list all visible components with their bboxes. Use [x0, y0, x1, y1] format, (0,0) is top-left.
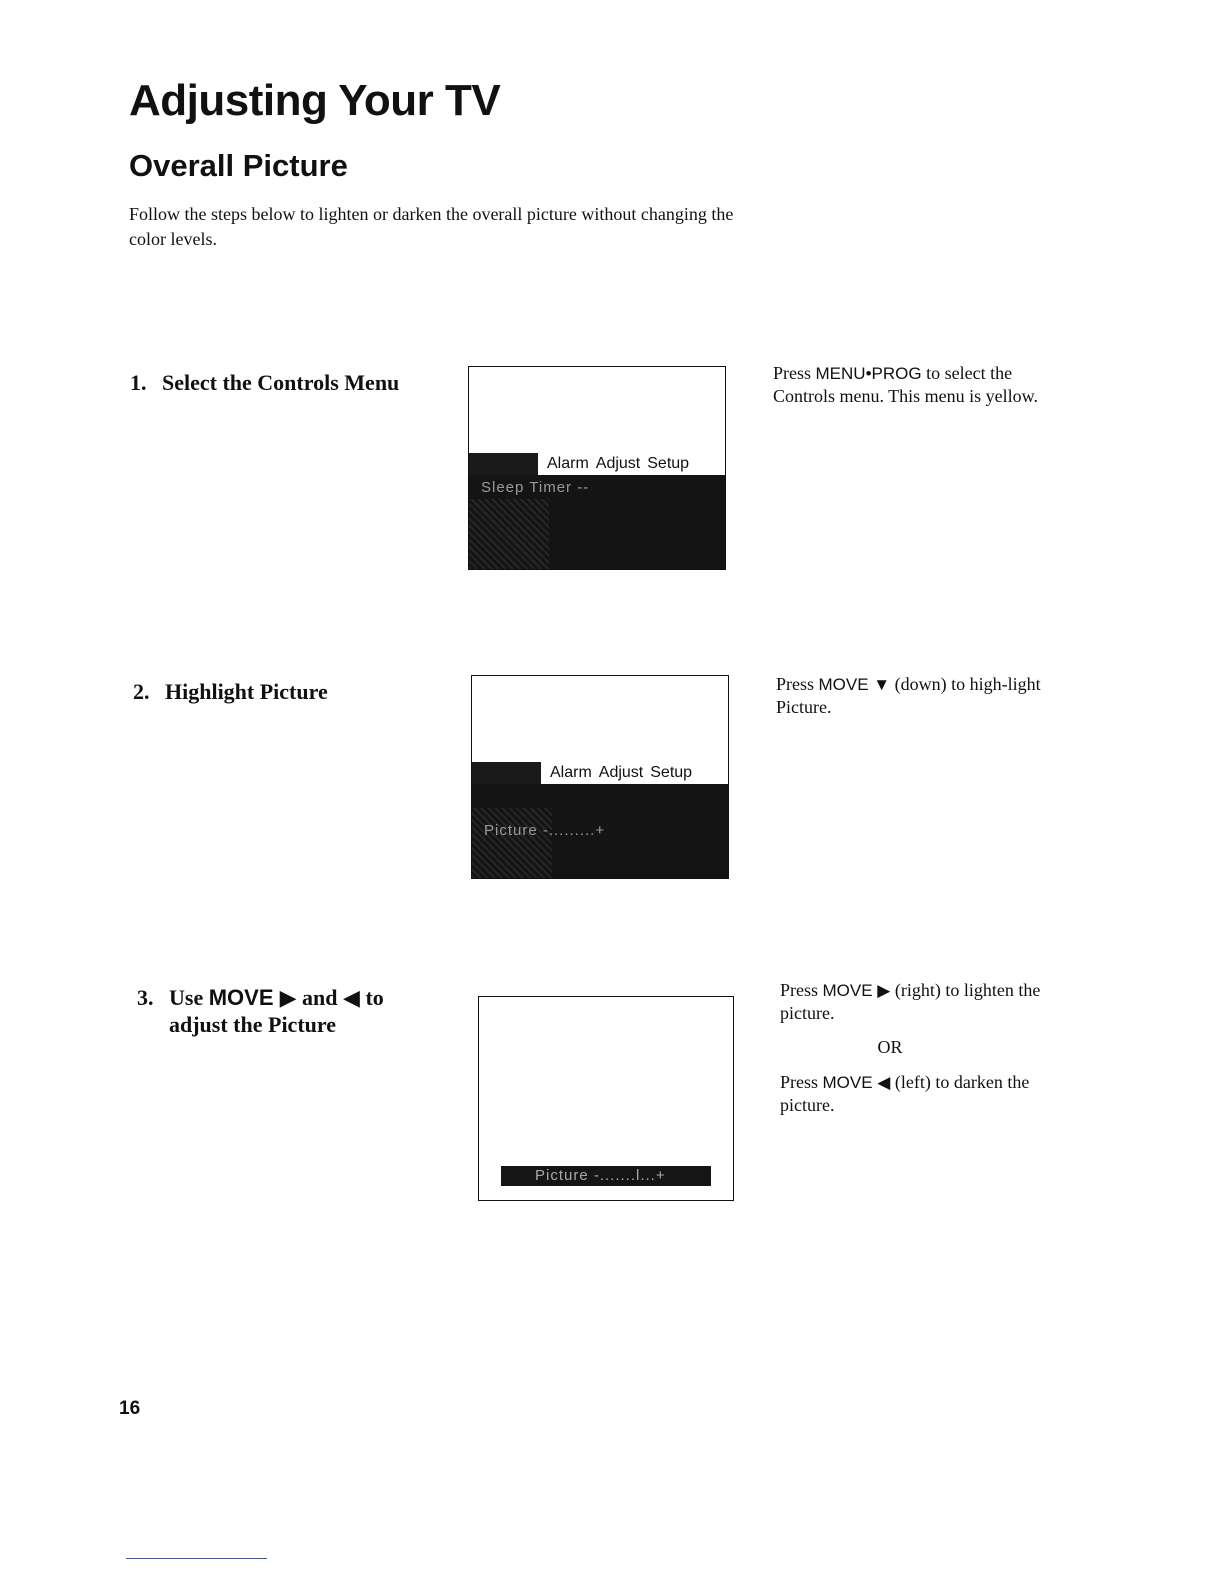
menu-tabs [550, 764, 699, 782]
step-1-description [773, 362, 1063, 408]
menu-bar [472, 762, 728, 784]
step-3-title-mid: and [296, 985, 344, 1010]
step-2-title [133, 678, 328, 705]
move-right-key: MOVE ▶ [208, 985, 297, 1010]
step-3-title-pre: Use [169, 985, 209, 1010]
page-number: 16 [119, 1398, 141, 1419]
step-3-a-post: (right) to lighten the picture. [780, 980, 1041, 1023]
step-2-desc-post: (down) to high-light Picture. [776, 674, 1041, 717]
menu-item-picture: Picture -.........+ [484, 822, 606, 839]
move-down-key: MOVE ▼ [818, 675, 891, 694]
menu-tab-adjust: Adjust [595, 455, 641, 472]
menu-tab-setup: Setup [650, 764, 693, 781]
menu-body [469, 475, 725, 569]
intro-paragraph: Follow the steps below to lighten or darken the overall picture without changing the color levels. [129, 204, 734, 249]
page-title: Adjusting Your TV [129, 76, 501, 125]
step-2-description [776, 673, 1066, 719]
step-3-title-post: to [359, 985, 384, 1010]
step-3-darken-text [780, 1071, 1080, 1117]
step-3-number: 3. [137, 985, 154, 1010]
menu-tab-alarm: Alarm [547, 455, 589, 472]
or-separator: OR [877, 1037, 903, 1057]
step-1-title-text: Select the Controls Menu [162, 370, 400, 395]
step-1-desc-post: to select the Controls menu. This menu is yellow. [773, 363, 1038, 406]
menu-tab-setup: Setup [647, 455, 690, 472]
controls-tab-highlight [472, 762, 541, 784]
menu-item-sleep-timer: Sleep Timer -- [481, 479, 590, 496]
step-3-a-pre: Press [780, 980, 823, 1000]
step-1-number: 1. [130, 370, 147, 395]
step-2-tv-screen [471, 675, 729, 879]
picture-level-indicator: Picture -.......l...+ [535, 1167, 666, 1184]
menu-tabs [547, 455, 696, 473]
step-3-b-post: (left) to darken the picture. [780, 1072, 1030, 1115]
step-3-tv-screen [478, 996, 734, 1201]
footer-rule [126, 1558, 267, 1559]
move-left-key: MOVE ◀ [822, 1073, 891, 1092]
step-1-title [130, 369, 399, 396]
menu-body [472, 784, 728, 878]
move-left-key: ◀ [343, 985, 360, 1010]
step-3-description [780, 979, 1080, 1117]
menu-noise [469, 499, 549, 569]
step-3-title [137, 984, 384, 1038]
move-right-key: MOVE ▶ [822, 981, 891, 1000]
step-3-lighten-text [780, 979, 1080, 1025]
step-3-title-line2: adjust the Picture [169, 1012, 337, 1037]
menu-noise [472, 808, 552, 878]
picture-adjust-bar [501, 1166, 711, 1186]
step-2-title-text: Highlight Picture [165, 679, 328, 704]
step-1-desc-pre: Press [773, 363, 816, 383]
menu-tab-alarm: Alarm [550, 764, 592, 781]
step-2-number: 2. [133, 679, 150, 704]
step-2-desc-pre: Press [776, 674, 819, 694]
step-1-tv-screen [468, 366, 726, 570]
controls-tab-highlight [469, 453, 538, 475]
menu-prog-key: MENU•PROG [815, 364, 922, 383]
step-3-b-pre: Press [780, 1072, 823, 1092]
menu-tab-adjust: Adjust [598, 764, 644, 781]
section-title: Overall Picture [129, 148, 348, 183]
menu-bar [469, 453, 725, 475]
